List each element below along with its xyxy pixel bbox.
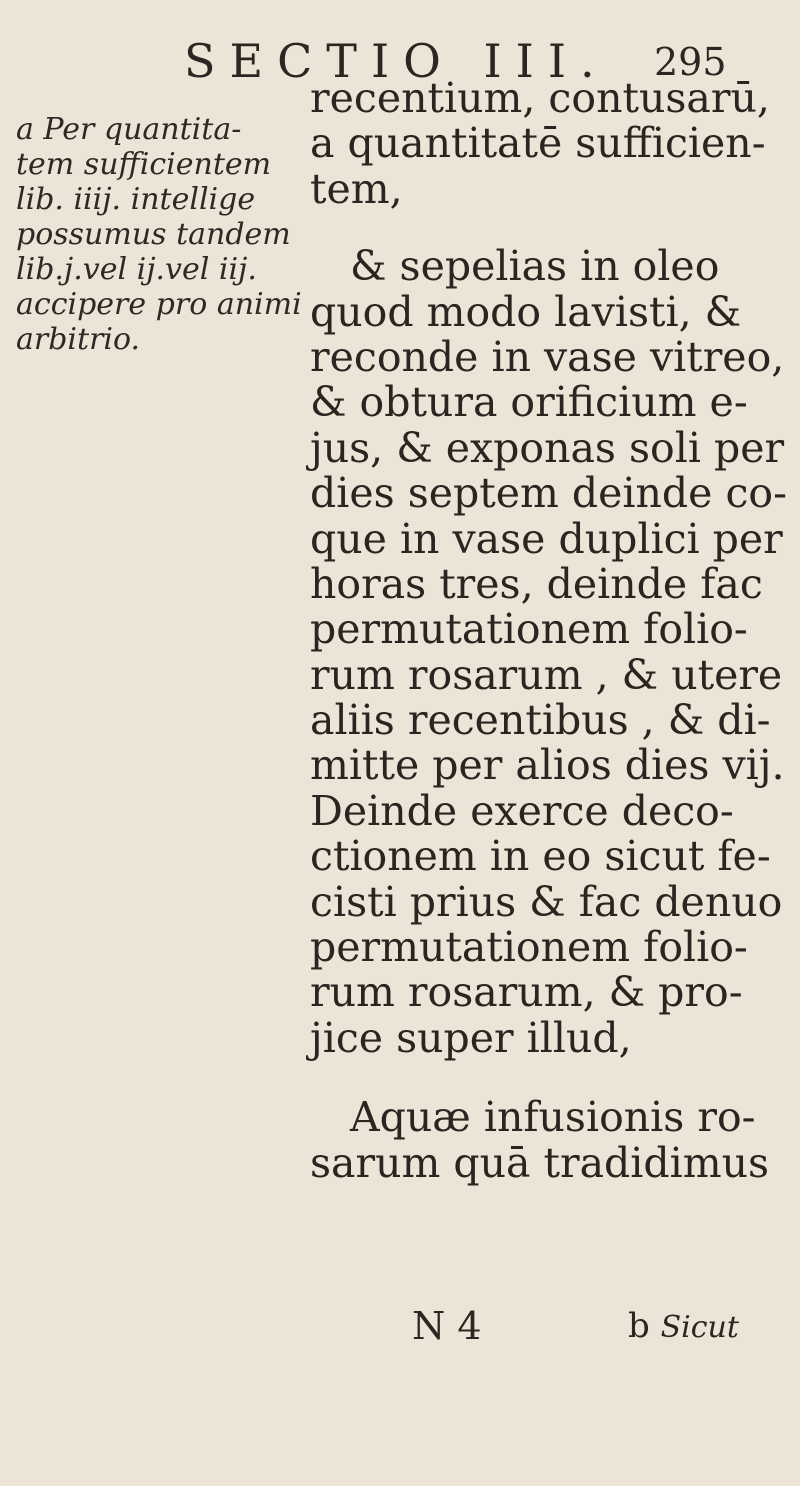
text-line: tem, — [310, 164, 403, 213]
paragraph-gap — [310, 1061, 790, 1095]
text-line: & sepelias in oleo — [350, 242, 720, 291]
text-line: permutationem folio- — [310, 923, 748, 972]
text-line: Deinde exerce deco- — [310, 786, 734, 835]
text-line: quod modo lavisti, & — [310, 287, 742, 336]
main-text — [310, 76, 790, 1186]
signature-mark: N 4 — [412, 1304, 482, 1348]
text-line: rum rosarum, & pro- — [310, 968, 743, 1017]
text-line: sarum quā tradidimus — [310, 1138, 770, 1187]
text-line: rum rosarum , & utere — [310, 650, 783, 699]
margin-note-line: arbitrio. — [16, 322, 141, 357]
page-number: 295 — [654, 40, 727, 84]
text-line: recentium, contusarū, — [310, 74, 770, 122]
text-line: cisti prius & fac denuo — [310, 877, 783, 926]
text-line: mitte per alios dies vij. — [310, 741, 785, 790]
text-line: dies septem deinde co- — [310, 469, 787, 518]
text-line: & obtura orificium e- — [310, 378, 748, 427]
text-line: jus, & exponas soli per — [310, 423, 785, 472]
text-line: horas tres, deinde fac — [310, 559, 763, 608]
margin-note-line: accipere pro animi — [16, 287, 302, 322]
margin-note-line: a Per quantita- — [16, 112, 242, 147]
text-line: permutationem folio- — [310, 605, 748, 654]
text-line: aliis recentibus , & di- — [310, 696, 771, 745]
text-line: que in vase duplici per — [310, 514, 783, 563]
catchword — [628, 1306, 739, 1346]
text-line: ctionem in eo sicut fe- — [310, 832, 771, 881]
text-line: reconde in vase vitreo, — [310, 332, 785, 381]
paragraph-gap — [310, 212, 790, 244]
margin-note-line: tem sufficientem — [16, 147, 272, 182]
margin-note-line: lib. iiij. intellige — [16, 182, 256, 217]
text-line: jice super illud, — [310, 1013, 632, 1062]
section-title: SECTIO III. — [184, 34, 609, 88]
page-footer — [390, 1304, 790, 1360]
text-line: Aquæ infusionis ro- — [350, 1093, 756, 1142]
margin-note-line: lib.j.vel ij.vel iij. — [16, 252, 257, 287]
margin-note — [16, 112, 302, 357]
catchword-letter: b — [628, 1306, 650, 1346]
text-line: a quantitatē sufficien- — [310, 119, 766, 168]
margin-note-line: possumus tandem — [16, 217, 291, 252]
catchword-word: Sicut — [660, 1310, 739, 1345]
